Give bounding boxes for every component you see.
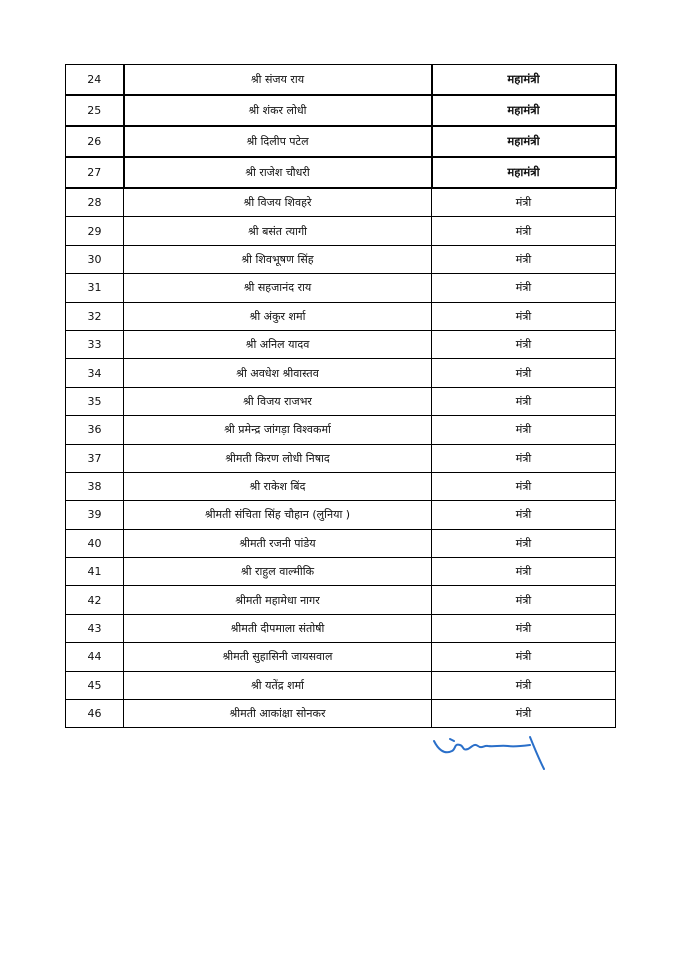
designation: महामंत्री <box>432 95 616 126</box>
person-name: श्री विजय राजभर <box>124 387 432 415</box>
designation: मंत्री <box>432 330 616 358</box>
document-sheet <box>65 64 615 728</box>
person-name: श्रीमती किरण लोधी निषाद <box>124 444 432 472</box>
person-name: श्री अंकुर शर्मा <box>124 302 432 330</box>
serial-number: 39 <box>66 501 124 529</box>
person-name: श्री अनिल यादव <box>124 330 432 358</box>
designation: मंत्री <box>432 444 616 472</box>
person-name: श्री यतेंद्र शर्मा <box>124 671 432 699</box>
serial-number: 28 <box>66 188 124 217</box>
serial-number: 33 <box>66 330 124 358</box>
table-row <box>66 65 616 96</box>
serial-number: 37 <box>66 444 124 472</box>
designation: मंत्री <box>432 614 616 642</box>
designation: मंत्री <box>432 217 616 245</box>
table-row <box>66 700 616 728</box>
designation: मंत्री <box>432 558 616 586</box>
designation: मंत्री <box>432 501 616 529</box>
serial-number: 24 <box>66 65 124 96</box>
table-row <box>66 188 616 217</box>
designation: मंत्री <box>432 586 616 614</box>
serial-number: 45 <box>66 671 124 699</box>
designation: मंत्री <box>432 671 616 699</box>
person-name: श्रीमती संचिता सिंह चौहान (लुनिया ) <box>124 501 432 529</box>
designation: मंत्री <box>432 472 616 500</box>
serial-number: 34 <box>66 359 124 387</box>
person-name: श्री संजय राय <box>124 65 432 96</box>
person-name: श्री शंकर लोधी <box>124 95 432 126</box>
serial-number: 44 <box>66 643 124 671</box>
serial-number: 29 <box>66 217 124 245</box>
designation: मंत्री <box>432 387 616 415</box>
table-row <box>66 614 616 642</box>
person-name: श्री प्रमेन्द्र जांगड़ा विश्वकर्मा <box>124 416 432 444</box>
serial-number: 41 <box>66 558 124 586</box>
table-row <box>66 444 616 472</box>
person-name: श्रीमती महामेधा नागर <box>124 586 432 614</box>
table-row <box>66 558 616 586</box>
person-name: श्रीमती आकांक्षा सोनकर <box>124 700 432 728</box>
office-bearers-table <box>65 64 617 728</box>
table-row <box>66 387 616 415</box>
person-name: श्री अवधेश श्रीवास्तव <box>124 359 432 387</box>
table-row <box>66 126 616 157</box>
table-row <box>66 157 616 188</box>
table-row <box>66 245 616 273</box>
person-name: श्रीमती रजनी पांडेय <box>124 529 432 557</box>
table-row <box>66 671 616 699</box>
person-name: श्री विजय शिवहरे <box>124 188 432 217</box>
table-row <box>66 359 616 387</box>
table-row <box>66 274 616 302</box>
signature-stroke <box>530 737 544 769</box>
table-row <box>66 302 616 330</box>
signature-stroke <box>450 739 454 741</box>
designation: महामंत्री <box>432 157 616 188</box>
designation: मंत्री <box>432 529 616 557</box>
serial-number: 30 <box>66 245 124 273</box>
table-row <box>66 217 616 245</box>
serial-number: 40 <box>66 529 124 557</box>
person-name: श्री राकेश बिंद <box>124 472 432 500</box>
table-body <box>66 65 616 728</box>
designation: मंत्री <box>432 245 616 273</box>
designation: मंत्री <box>432 359 616 387</box>
serial-number: 43 <box>66 614 124 642</box>
table-row <box>66 501 616 529</box>
handwritten-signature <box>430 733 550 773</box>
person-name: श्री राहुल वाल्मीकि <box>124 558 432 586</box>
table-row <box>66 95 616 126</box>
table-row <box>66 586 616 614</box>
designation: मंत्री <box>432 188 616 217</box>
designation: मंत्री <box>432 643 616 671</box>
serial-number: 35 <box>66 387 124 415</box>
person-name: श्रीमती सुहासिनी जायसवाल <box>124 643 432 671</box>
table-row <box>66 472 616 500</box>
designation: महामंत्री <box>432 65 616 96</box>
person-name: श्री दिलीप पटेल <box>124 126 432 157</box>
designation: मंत्री <box>432 274 616 302</box>
serial-number: 31 <box>66 274 124 302</box>
designation: महामंत्री <box>432 126 616 157</box>
serial-number: 25 <box>66 95 124 126</box>
person-name: श्री सहजानंद राय <box>124 274 432 302</box>
person-name: श्री राजेश चौधरी <box>124 157 432 188</box>
designation: मंत्री <box>432 416 616 444</box>
person-name: श्री बसंत त्यागी <box>124 217 432 245</box>
serial-number: 38 <box>66 472 124 500</box>
signature-stroke <box>434 741 530 752</box>
serial-number: 32 <box>66 302 124 330</box>
serial-number: 36 <box>66 416 124 444</box>
person-name: श्री शिवभूषण सिंह <box>124 245 432 273</box>
table-row <box>66 643 616 671</box>
designation: मंत्री <box>432 302 616 330</box>
person-name: श्रीमती दीपमाला संतोषी <box>124 614 432 642</box>
table-row <box>66 330 616 358</box>
table-row <box>66 416 616 444</box>
serial-number: 27 <box>66 157 124 188</box>
designation: मंत्री <box>432 700 616 728</box>
serial-number: 26 <box>66 126 124 157</box>
serial-number: 46 <box>66 700 124 728</box>
serial-number: 42 <box>66 586 124 614</box>
table-row <box>66 529 616 557</box>
